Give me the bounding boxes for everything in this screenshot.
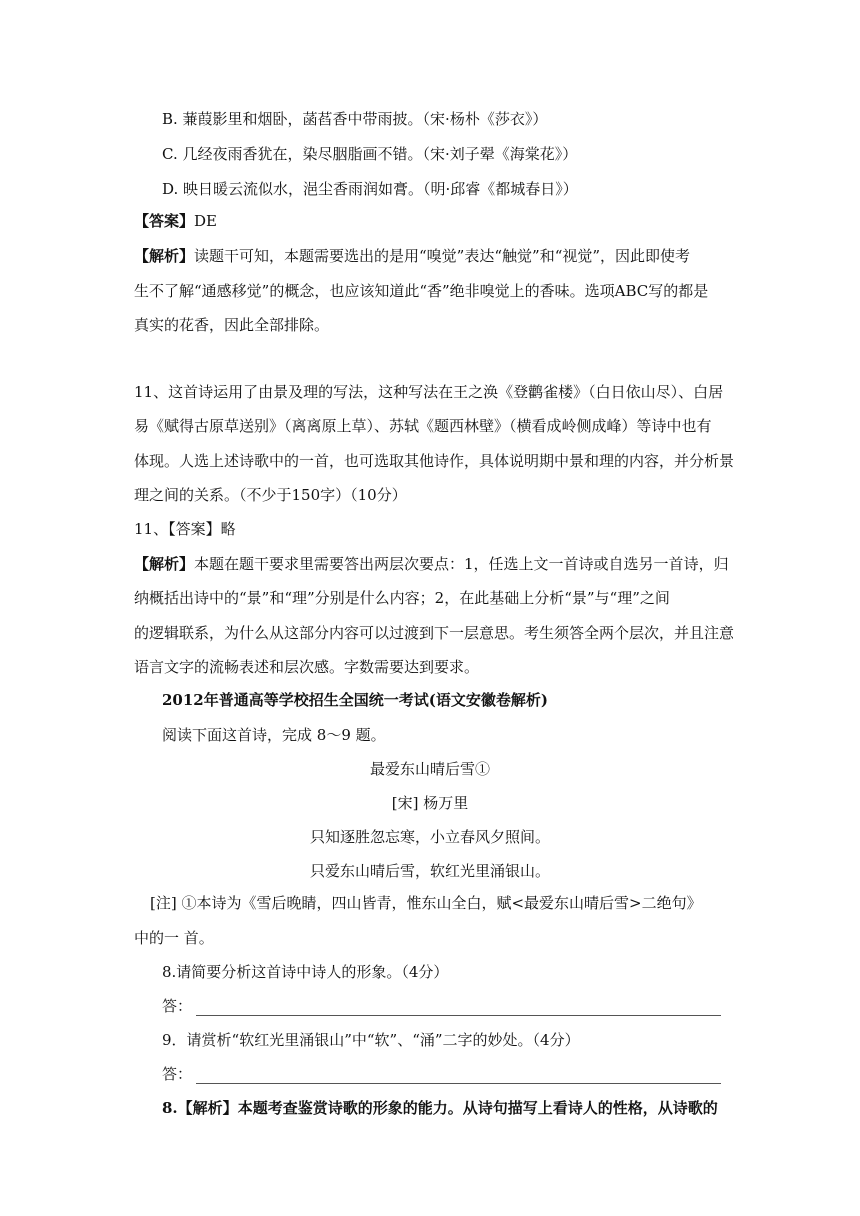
answer-blank[interactable] bbox=[196, 1069, 721, 1084]
poem-line-1: 只知逐胜忽忘寒，小立春风夕照间。 bbox=[309, 828, 550, 846]
section-instruction: 阅读下面这首诗，完成 8～9 题。 bbox=[162, 726, 386, 744]
section-heading: 2012年普通高等学校招生全国统一考试(语文安徽卷解析) bbox=[162, 691, 548, 709]
option-b: B. 蒹葭影里和烟卧，菡萏香中带雨披。（宋·杨朴《莎衣》） bbox=[162, 110, 548, 128]
q11-analysis-line-4: 语言文字的流畅表述和层次感。字数需要达到要求。 bbox=[134, 658, 480, 676]
answer-label: 答： bbox=[162, 1065, 193, 1083]
poem-title: 最爱东山晴后雪① bbox=[369, 760, 490, 778]
q11-question-line-1: 11、这首诗运用了由景及理的写法，这种写法在王之涣《登鹳雀楼》（白日依山尽）、白居 bbox=[134, 383, 724, 401]
option-d: D. 映日暖云流似水，浥尘香雨润如膏。（明·邱睿《都城春日》） bbox=[162, 180, 578, 198]
q10-answer bbox=[134, 211, 217, 231]
q10-analysis-line-3: 真实的花香，因此全部排除。 bbox=[134, 316, 330, 334]
answer-tag: 【答案】 bbox=[134, 212, 195, 230]
poem-note-line-1: [注] ①本诗为《雪后晚睛，四山皆青，惟东山全白，赋<最爱东山晴后雪>二绝句》 bbox=[150, 894, 702, 912]
answer-label: 答： bbox=[162, 997, 193, 1015]
q10-analysis-line-2: 生不了解“通感移觉”的概念，也应该知道此“香”绝非嗅觉上的香味。选项ABC写的都是 bbox=[134, 282, 709, 300]
answer-value: DE bbox=[194, 212, 217, 230]
question-8-answer-row bbox=[162, 996, 721, 1016]
q11-analysis-line-2: 纳概括出诗中的“景”和“理”分别是什么内容；2，在此基础上分析“景”与“理”之间 bbox=[134, 589, 670, 607]
answer-blank[interactable] bbox=[196, 1001, 721, 1016]
analysis-tag: 【解析】 bbox=[134, 247, 195, 265]
final-analysis-line: 8.【解析】本题考查鉴赏诗歌的形象的能力。从诗句描写上看诗人的性格，从诗歌的 bbox=[162, 1099, 718, 1117]
poem-note-line-2: 中的一 首。 bbox=[134, 929, 214, 947]
analysis-tag: 【解析】 bbox=[177, 1099, 238, 1117]
question-8: 8.请简要分析这首诗中诗人的形象。（4分） bbox=[162, 963, 449, 981]
q11-analysis-line-1: 【解析】本题在题干要求里需要答出两层次要点：1，任选上文一首诗或自选另一首诗，归 bbox=[134, 555, 729, 573]
q11-analysis-line-3: 的逻辑联系，为什么从这部分内容可以过渡到下一层意思。考生须答全两个层次，并且注意 bbox=[134, 624, 735, 642]
q11-answer: 11、【答案】略 bbox=[134, 520, 236, 538]
q11-question-line-4: 理之间的关系。（不少于150字）（10分） bbox=[134, 486, 407, 504]
poem-line-2: 只爱东山晴后雪，软红光里涌银山。 bbox=[309, 862, 550, 880]
q11-question-line-2: 易《赋得古原草送别》（离离原上草）、苏轼《题西林壁》（横看成岭侧成峰）等诗中也有 bbox=[134, 417, 712, 435]
poem-author: [宋] 杨万里 bbox=[391, 794, 469, 812]
q10-analysis-line-1: 【解析】读题干可知，本题需要选出的是用“嗅觉”表达“触觉”和“视觉”，因此即使考 bbox=[134, 247, 691, 265]
question-9-answer-row bbox=[162, 1064, 721, 1084]
analysis-tag: 【解析】 bbox=[134, 555, 195, 573]
q11-question-line-3: 体现。人选上述诗歌中的一首，也可选取其他诗作，具体说明期中景和理的内容，并分析景 bbox=[134, 452, 735, 470]
question-9: 9．请赏析“软红光里涌银山”中“软”、“涌”二字的妙处。（4分） bbox=[162, 1031, 580, 1049]
option-c: C. 几经夜雨香犹在，染尽胭脂画不错。（宋·刘子翚《海棠花》） bbox=[162, 145, 578, 163]
